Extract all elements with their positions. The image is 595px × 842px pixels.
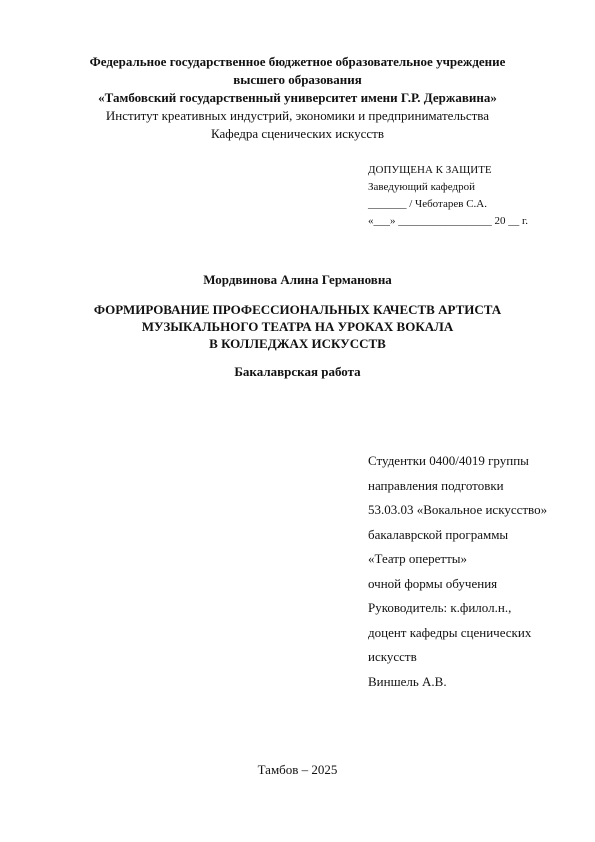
info-line: 53.03.03 «Вокальное искусство» (368, 502, 548, 517)
info-line: Руководитель: к.филол.н., (368, 600, 512, 615)
student-info-block (368, 449, 547, 694)
info-line: Студентки 0400/4019 группы (368, 453, 529, 468)
institution-header (0, 53, 595, 143)
approval-role: Заведующий кафедрой (368, 181, 475, 193)
education-level: высшего образования (233, 72, 362, 87)
info-line: Виншель А.В. (368, 673, 447, 689)
university-name: «Тамбовский государственный университет имени Г.Р. Державина» (98, 90, 497, 105)
info-line: искусств (368, 649, 417, 664)
work-type: Бакалаврская работа (234, 364, 361, 379)
info-line: бакалаврской программы (368, 526, 509, 542)
thesis-title-line: МУЗЫКАЛЬНОГО ТЕАТРА НА УРОКАХ ВОКАЛА (141, 319, 454, 334)
department-name: Кафедра сценических искусств (211, 126, 384, 141)
info-line: очной формы обучения (368, 575, 498, 591)
thesis-title-line: ФОРМИРОВАНИЕ ПРОФЕССИОНАЛЬНЫХ КАЧЕСТВ АРТИСТА (93, 302, 502, 317)
city-year: Тамбов – 2025 (257, 762, 338, 777)
approval-date: «___» _________________ 20 __ г. (368, 215, 529, 227)
info-line: направления подготовки (368, 477, 504, 493)
institute-name: Институт креативных индустрий, экономики и предпринимательства (105, 108, 490, 123)
approval-signature: _______ / Чеботарев С.А. (368, 198, 487, 210)
thesis-title-line: В КОЛЛЕДЖАХ ИСКУССТВ (209, 336, 386, 351)
info-line: доцент кафедры сценических (368, 624, 532, 640)
thesis-title (0, 301, 595, 352)
info-line: «Театр оперетты» (368, 551, 467, 566)
approval-block (368, 162, 528, 230)
approval-heading: ДОПУЩЕНА К ЗАЩИТЕ (368, 164, 492, 176)
institution-type: Федеральное государственное бюджетное образовательное учреждение (89, 54, 506, 69)
author-name: Мордвинова Алина Германовна (203, 272, 392, 287)
